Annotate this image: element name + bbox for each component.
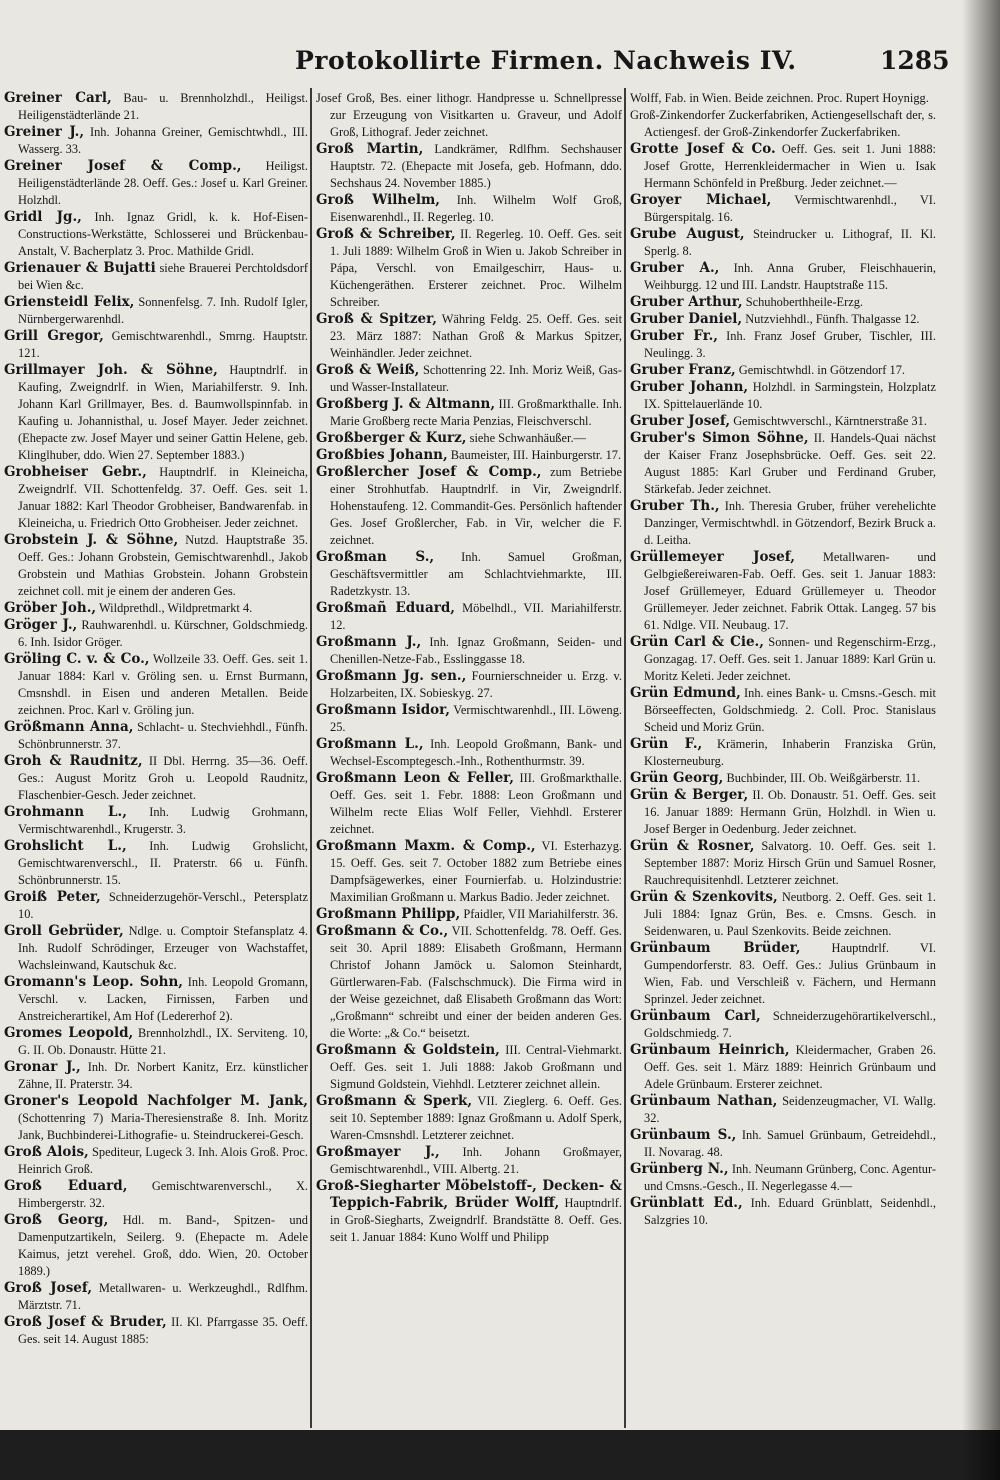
entry-text: Schuhoberthheile-Erzg. (745, 295, 864, 309)
directory-entry (316, 90, 622, 141)
firm-name: Groß Eduard, (4, 1178, 128, 1194)
firm-name: Großbies Johann, (316, 447, 448, 463)
directory-entry (630, 685, 936, 736)
firm-name: Grün & Szenkovits, (630, 889, 778, 905)
entry-text: Inh. Wilhelm Wolf Groß, Eisenwarenhdl., II. Regerleg. 10. (330, 193, 622, 224)
directory-entry (630, 1042, 936, 1093)
directory-entry (630, 838, 936, 889)
entry-text: Möbelhdl., VII. Mariahilferstr. 12. (330, 601, 622, 632)
firm-name: Großmann Jg. sen., (316, 668, 467, 684)
firm-name: Groß & Weiß, (316, 362, 420, 378)
entry-text: Vermischtwarenhdl., III. Löweng. 25. (330, 703, 622, 734)
entry-text: Inh. Samuel Grünbaum, Getreidehdl., II. Novarag. 48. (644, 1128, 936, 1159)
firm-name: Grünberg N., (630, 1161, 729, 1177)
firm-name: Gruber A., (630, 260, 720, 276)
firm-name: Großlercher Josef & Comp., (316, 464, 542, 480)
entry-text: Nutzd. Hauptstraße 35. Oeff. Ges.: Johann Grobstein, Gemischtwarenhdl., Jakob Grobstein und Mathias Grobstein. Johann Grobstein zeichnet coll. mit je einem der anderen Ges. (18, 533, 308, 598)
entry-text: Inh. Theresia Gruber, früher verehelichte Danzinger, Vermischtwhdl. in Götzendorf, Bezirk Bruck a. d. Leitha. (644, 499, 936, 547)
firm-name: Gromann's Leop. Sohn, (4, 974, 184, 990)
entry-text: II. Ob. Donaustr. 51. Oeff. Ges. seit 16. Januar 1889: Hermann Grün, Holzhdl. in Wien u. Josef Berger in Oedenburg. Jeder zeichnet. (644, 788, 936, 836)
entry-text: II. Handels-Quai nächst der Kaiser Franz Josephsbrücke. Oeff. Ges. seit 22. August 1885: Karl Gruber und Ferdinand Gruber, Stärkefab. Jeder zeichnet. (644, 431, 936, 496)
directory-entry (4, 889, 308, 923)
page-number: 1285 (880, 46, 950, 75)
firm-name: Groß & Schreiber, (316, 226, 456, 242)
entry-text: Inh. Samuel Großman, Geschäftsvermittler am Schlachtviehmarkte, III. Radetzkystr. 13. (330, 550, 622, 598)
directory-entry (630, 328, 936, 362)
directory-entry (4, 1212, 308, 1280)
directory-entry (4, 1093, 308, 1144)
entry-text: Landkrämer, Rdlfhm. Sechshauser Hauptstr. 72. (Ehepacte mit Josefa, geb. Hofmann, ddo. Sechshaus 24. November 1885.) (330, 142, 622, 190)
directory-entry (630, 940, 936, 1008)
firm-name: Greiner Carl, (4, 90, 112, 106)
entry-text: Inh. Dr. Norbert Kanitz, Erz. künstlicher Zähne, II. Praterstr. 34. (18, 1060, 308, 1091)
directory-entry (4, 651, 308, 719)
directory-entry (4, 1280, 308, 1314)
firm-name: Großmann & Sperk, (316, 1093, 473, 1109)
firm-name: Grün Carl & Cie., (630, 634, 764, 650)
entry-text: Schlacht- u. Stechviehhdl., Fünfh. Schönbrunnerstr. 37. (18, 720, 308, 751)
directory-entry (316, 549, 622, 600)
firm-name: Greiner J., (4, 124, 85, 140)
directory-entry (316, 464, 622, 549)
firm-name: Grün & Berger, (630, 787, 749, 803)
directory-entry (316, 192, 622, 226)
directory-entry (630, 498, 936, 549)
directory-entry (316, 396, 622, 430)
firm-name: Großmann Isidor, (316, 702, 450, 718)
firm-name: Großman S., (316, 549, 435, 565)
entry-text: Hauptndrlf. in Groß-Siegharts, Zweigndrlf. Brandstätte 8. Oeff. Ges. seit 1. Januar 1884: Kuno Wolff und Philipp (330, 1196, 622, 1244)
directory-entry (4, 1059, 308, 1093)
running-title: Protokollirte Firmen. Nachweis IV. (295, 46, 797, 75)
firm-name: Grünbaum Nathan, (630, 1093, 778, 1109)
entry-text: III. Großmarkthalle. Oeff. Ges. seit 1. Febr. 1888: Leon Großmann und Wilhelm recte Elias Wolf Feller, Viehhdl. Ersterer zeichnet. (330, 771, 622, 836)
firm-name: Gröling C. v. & Co., (4, 651, 150, 667)
entry-text: Schneiderzugehörartikelverschl., Goldschmiedg. 7. (644, 1009, 936, 1040)
entry-text: Schneiderzugehör-Verschl., Petersplatz 10. (18, 890, 308, 921)
firm-name: Grünbaum S., (630, 1127, 737, 1143)
directory-entry (4, 158, 308, 209)
entry-text: Inh. Ludwig Grohmann, Vermischtwarenhdl., Krugerstr. 3. (18, 805, 308, 836)
firm-name: Groß Martin, (316, 141, 424, 157)
directory-entry (630, 889, 936, 940)
directory-entry (316, 634, 622, 668)
entry-text: Metallwaren- u. Werkzeughdl., Rdlfhm. Märztstr. 71. (18, 1281, 308, 1312)
directory-entry (316, 1144, 622, 1178)
entry-text: Pfaidler, VII Mariahilferstr. 36. (463, 907, 619, 921)
entry-text: Inh. Johann Großmayer, Gemischtwarenhdl., VIII. Albertg. 21. (330, 1145, 622, 1176)
directory-entry (4, 294, 308, 328)
directory-entry (4, 328, 308, 362)
entry-text: Wolff, Fab. in Wien. Beide zeichnen. Proc. Rupert Hoynigg. (630, 91, 929, 105)
firm-name: Großmann Maxm. & Comp., (316, 838, 536, 854)
directory-entry (630, 362, 936, 379)
entry-text: Inh. Neumann Grünberg, Conc. Agentur- und Cmsns.-Gesch., II. Negerlegasse 4.— (644, 1162, 936, 1193)
column-2 (316, 90, 622, 1430)
directory-entry (4, 1178, 308, 1212)
entry-text: Josef Groß, Bes. einer lithogr. Handpresse u. Schnellpresse zur Erzeugung von Visitkarten u. Graveur, und Adolf Groß, Lithograf. Jeder zeichnet. (316, 91, 622, 139)
firm-name: Großberger & Kurz, (316, 430, 467, 446)
firm-name: Gruber's Simon Söhne, (630, 430, 809, 446)
firm-name: Grohmann L., (4, 804, 127, 820)
firm-name: Grün Edmund, (630, 685, 741, 701)
entry-text: Krämerin, Inhaberin Franziska Grün, Klosterneuburg. (644, 737, 936, 768)
directory-entry (630, 141, 936, 192)
firm-name: Grobstein J. & Söhne, (4, 532, 179, 548)
directory-entry (316, 226, 622, 311)
firm-name: Großmann L., (316, 736, 424, 752)
directory-entry (630, 1161, 936, 1195)
directory-entry (4, 90, 308, 124)
firm-name: Grienauer & Bujatti (4, 260, 156, 276)
firm-name: Gridl Jg., (4, 209, 82, 225)
directory-entry (316, 362, 622, 396)
entry-text: siehe Brauerei Perchtoldsdorf bei Wien &c. (18, 261, 308, 292)
entry-text: Inh. Franz Josef Gruber, Tischler, III. Neulingg. 3. (644, 329, 936, 360)
entry-text: Kleidermacher, Graben 26. Oeff. Ges. seit 1. März 1889: Heinrich Grünbaum und Adele Grünbaum. Ersterer zeichnet. (644, 1043, 936, 1091)
directory-entry (630, 634, 936, 685)
directory-entry (630, 549, 936, 634)
firm-name: Groll Gebrüder, (4, 923, 124, 939)
firm-name: Groß Wilhelm, (316, 192, 440, 208)
firm-name: Groyer Michael, (630, 192, 772, 208)
entry-text: III. Central-Viehmarkt. Oeff. Ges. seit 1. Juli 1888: Jakob Großmann und Sigmund Goldstein, Viehhdl. Letzterer zeichnet allein. (330, 1043, 622, 1091)
directory-entry (630, 413, 936, 430)
entry-text: Inh. Ignaz Großmann, Seiden- und Chenillen-Netze-Fab., Esslinggasse 18. (330, 635, 622, 666)
directory-entry (630, 260, 936, 294)
firm-name: Gruber Johann, (630, 379, 749, 395)
directory-entry (630, 107, 936, 141)
firm-name: Groß-Siegharter Möbelstoff-, Decken- & Teppich-Fabrik, Brüder Wolff, (316, 1178, 622, 1211)
entry-text: Holzhdl. in Sarmingstein, Holzplatz IX. Spittelauerlände 10. (644, 380, 936, 411)
directory-entry (316, 430, 622, 447)
firm-name: Gruber Th., (630, 498, 720, 514)
scan-shadow-right (962, 0, 1000, 1480)
entry-text: Währing Feldg. 25. Oeff. Ges. seit 23. März 1887: Nathan Groß & Markus Spitzer, Weinhändler. Jeder zeichnet. (330, 312, 622, 360)
entry-text: Neutborg. 2. Oeff. Ges. seit 1. Juli 1884: Ignaz Grün, Bes. e. Cmsns. Gesch. in Seidenwaren, u. Paul Szenkovits. Beide zeichnen. (644, 890, 936, 938)
firm-name: Gruber Daniel, (630, 311, 743, 327)
directory-entry (4, 124, 308, 158)
entry-text: Inh. Anna Gruber, Fleischhauerin, Weihburgg. 12 und III. Landstr. Hauptstraße 115. (644, 261, 936, 292)
entry-text: Inh. Ludwig Grohslicht, Gemischtwarenverschl., II. Praterstr. 66 u. Fünfh. Schönbrunnerstr. 15. (18, 839, 308, 887)
directory-entry (630, 736, 936, 770)
entry-text: Metallwaren- und Gelbgießereiwaren-Fab. Oeff. Ges. seit 1. Januar 1883: Josef Grüllemeyer, Eduard Grüllemeyer u. Theodor Grüllemeyer. Jeder zeichnet. Fabrik Ottak. Langeg. 57 bis 61. Ndlge. VII. Neubaug. 17. (644, 550, 936, 632)
entry-text: Heiligst. Heiligenstädterlände 28. Oeff. Ges.: Josef u. Karl Greiner. Holzhdl. (18, 159, 308, 207)
column-rule (310, 88, 312, 1428)
entry-text: Gemischtwverschl., Kärntnerstraße 31. (733, 414, 927, 428)
entry-text: Baumeister, III. Hainburgerstr. 17. (450, 448, 622, 462)
directory-entry (316, 668, 622, 702)
entry-text: II Dbl. Herrng. 35—36. Oeff. Ges.: August Moritz Groh u. Leopold Raudnitz, Flaschenbier-Gesch. Jeder zeichnet. (18, 754, 308, 802)
directory-entry (4, 753, 308, 804)
directory-entry (630, 294, 936, 311)
firm-name: Größmann Anna, (4, 719, 134, 735)
directory-entry (316, 600, 622, 634)
firm-name: Grohslicht L., (4, 838, 127, 854)
entry-text: Brennholzhdl., IX. Serviteng. 10, G. II. Ob. Donaustr. Hütte 21. (18, 1026, 308, 1057)
firm-name: Gröber Joh., (4, 600, 97, 616)
entry-text: VII. Schottenfeldg. 78. Oeff. Ges. seit 30. April 1889: Elisabeth Großmann, Hermann Christof Johann Jamöck u. Salomon Steinhardt, Gürtlerwaren-Fab. (Falschschmuck). Die Firma wird in der Weise gezeichnet, daß Elisabeth Großmann das Wort: „Großmann“ schreibt und einer der beiden anderen Ges. die Worte: „& Co.“ beisetzt. (330, 924, 622, 1040)
entry-text: Gemischtwhdl. in Götzendorf 17. (738, 363, 906, 377)
directory-entry (4, 1025, 308, 1059)
directory-entry (630, 90, 936, 107)
entry-text: Vermischtwarenhdl., VI. Bürgerspitalg. 16. (644, 193, 936, 224)
directory-entry (316, 447, 622, 464)
firm-name: Großmann Leon & Feller, (316, 770, 514, 786)
directory-entry (4, 804, 308, 838)
entry-text: Inh. Johanna Greiner, Gemischtwhdl., III. Wasserg. 33. (18, 125, 308, 156)
entry-text: Hdl. m. Band-, Spitzen- und Damenputzartikeln, Seilerg. 9. (Ehepacte m. Adele Kaimus, jetzt verehel. Groß, ddo. Wien, 20. October 1889.) (18, 1213, 308, 1278)
firm-name: Grillmayer Joh. & Söhne, (4, 362, 218, 378)
directory-entry (316, 770, 622, 838)
directory-entry (630, 192, 936, 226)
entry-text: Oeff. Ges. seit 1. Juni 1888: Josef Grotte, Herrenkleidermacher in Wien u. Isak Hermann Schönfeld in Preßburg. Jeder zeichnet.— (644, 142, 936, 190)
directory-entry (316, 1042, 622, 1093)
directory-entry (630, 1093, 936, 1127)
directory-entry (4, 923, 308, 974)
firm-name: Groß Georg, (4, 1212, 109, 1228)
firm-name: Groner's Leopold Nachfolger M. Jank, (4, 1093, 308, 1109)
directory-entry (4, 974, 308, 1025)
entry-text: siehe Schwanhäußer.— (469, 431, 586, 445)
entry-text: Inh. Leopold Großmann, Bank- und Wechsel-Escomptegesch.-Inh., Rothenthurmstr. 39. (330, 737, 622, 768)
firm-name: Griensteidl Felix, (4, 294, 135, 310)
firm-name: Grünbaum Brüder, (630, 940, 801, 956)
firm-name: Gronar J., (4, 1059, 81, 1075)
firm-name: Groß Josef, (4, 1280, 93, 1296)
directory-entry (630, 226, 936, 260)
column-3 (630, 90, 936, 1430)
entry-text: III. Großmarkthalle. Inh. Marie Großberg recte Maria Penzias, Fleischverschl. (330, 397, 622, 428)
entry-text: Bau- u. Brennholzhdl., Heiligst. Heiligenstädterlände 21. (18, 91, 308, 122)
entry-text: Inh. Leopold Gromann, Verschl. v. Lacken, Firnissen, Farben und Anstreicherartikel, Am Hof (Ledererhof 2). (18, 975, 308, 1023)
firm-name: Groß & Spitzer, (316, 311, 437, 327)
directory-entry (4, 260, 308, 294)
entry-text: Fournierschneider u. Erzg. v. Holzarbeiten, IX. Sobieskyg. 27. (330, 669, 622, 700)
entry-text: II. Kl. Pfarrgasse 35. Oeff. Ges. seit 14. August 1885: (18, 1315, 308, 1346)
entry-text: Wildprethdl., Wildpretmarkt 4. (98, 601, 253, 615)
entry-text: zum Betriebe einer Strohhutfab. Hauptndrlf. in Vir, Zweigndrlf. Hohenstaufeng. 12. Commandit-Ges. Persönlich haftender Ges. Josef Großlercher, Fab. in Vir, welcher die F. zeichnet. (330, 465, 622, 547)
directory-entry (630, 430, 936, 498)
entry-text: Seidenzeugmacher, VI. Wallg. 32. (644, 1094, 936, 1125)
entry-text: (Schottenring 7) Maria-Theresienstraße 8. Inh. Moritz Jank, Buchbinderei-Lithografie- u. Steindruckerei-Gesch. (18, 1111, 308, 1142)
entry-text: Inh. Eduard Grünblatt, Seidenhdl., Salzgries 10. (644, 1196, 936, 1227)
firm-name: Greiner Josef & Comp., (4, 158, 242, 174)
firm-name: Gromes Leopold, (4, 1025, 134, 1041)
directory-entry (4, 838, 308, 889)
directory-entry (316, 311, 622, 362)
firm-name: Groiß Peter, (4, 889, 101, 905)
directory-entry (4, 209, 308, 260)
firm-name: Groh & Raudnitz, (4, 753, 143, 769)
directory-entry (630, 1195, 936, 1229)
firm-name: Grün F., (630, 736, 703, 752)
firm-name: Gruber Josef, (630, 413, 731, 429)
scan-shadow-bottom (0, 1430, 1000, 1480)
directory-entry (4, 532, 308, 600)
entry-text: Wollzeile 33. Oeff. Ges. seit 1. Januar 1884: Karl v. Gröling sen. u. Ernst Burmann, Cmsnshdl. in Eisen und anderen Metallen. Beide zeichnen. Proc. Karl v. Gröling jun. (18, 652, 308, 717)
firm-name: Großmann J., (316, 634, 422, 650)
entry-text: Nutzviehhdl., Fünfh. Thalgasse 12. (745, 312, 920, 326)
directory-entry (316, 838, 622, 906)
firm-name: Gruber Arthur, (630, 294, 743, 310)
firm-name: Grobheiser Gebr., (4, 464, 147, 480)
entry-text: Hauptndrlf. in Kaufing, Zweigndrlf. in Wien, Mariahilferstr. 9. Inh. Johann Karl Grillmayer, Bes. d. Baumwollspinnfab. in Kaufing u. Johannisthal, u. Josef Mayer. Jeder zeichnet. (Ehepacte zw. Josef Mayer und seiner Gattin Helene, geb. Klinglhuber, ddo. Wien 27. September 1883.) (18, 363, 308, 462)
directory-entry (4, 1144, 308, 1178)
directory-entry (316, 1178, 622, 1246)
directory-entry (630, 1008, 936, 1042)
firm-name: Großmann Philipp, (316, 906, 461, 922)
firm-name: Groß Josef & Bruder, (4, 1314, 167, 1330)
entry-text: VII. Zieglerg. 6. Oeff. Ges. seit 10. September 1889: Ignaz Großmann u. Adolf Sperk, Waren-Cmsnshdl. Letzterer zeichnet. (330, 1094, 622, 1142)
directory-entry (4, 600, 308, 617)
directory-entry (630, 787, 936, 838)
entry-text: Rauhwarenhdl. u. Kürschner, Goldschmiedg. 6. Inh. Isidor Gröger. (18, 618, 308, 649)
entry-text: Inh. Ignaz Gridl, k. k. Hof-Eisen-Constructions-Werkstätte, Schlosserei und Brückenbau-Anstalt, V. Bacherplatz 3. Proc. Mathilde Gridl. (18, 210, 308, 258)
entry-text: Buchbinder, III. Ob. Weißgärberstr. 11. (726, 771, 921, 785)
firm-name: Grube August, (630, 226, 745, 242)
directory-entry (4, 617, 308, 651)
directory-entry (630, 770, 936, 787)
entry-text: Sonnen- und Regenschirm-Erzg., Gonzagag. 17. Oeff. Ges. seit 1. Januar 1889: Karl Grün u. Moritz Keleti. Jeder zeichnet. (644, 635, 936, 683)
firm-name: Gröger J., (4, 617, 78, 633)
directory-entry (316, 1093, 622, 1144)
page-header (0, 46, 1000, 90)
entry-text: Spediteur, Lugeck 3. Inh. Alois Groß. Proc. Heinrich Groß. (18, 1145, 308, 1176)
entry-text: Steindrucker u. Lithograf, II. Kl. Sperlg. 8. (644, 227, 936, 258)
directory-entry (316, 923, 622, 1042)
directory-entry (316, 906, 622, 923)
entry-text: Ndlge. u. Comptoir Stefansplatz 4. Inh. Rudolf Schrödinger, Erzeuger von Wachstaffet, Wachsleinwand, Kautschuk &c. (18, 924, 308, 972)
entry-text: II. Regerleg. 10. Oeff. Ges. seit 1. Juli 1889: Wilhelm Groß in Wien u. Jakob Schreiber in Pápa, Verschl. von Emailgeschirr, Haus- u. Küchengeräthen. Ersterer zeichnet. Proc. Wilhelm Schreiber. (330, 227, 622, 309)
directory-entry (316, 702, 622, 736)
directory-entry (630, 379, 936, 413)
firm-name: Grünbaum Carl, (630, 1008, 761, 1024)
entry-text: Gemischtwarenverschl., X. Himbergerstr. 32. (18, 1179, 308, 1210)
firm-name: Gruber Fr., (630, 328, 718, 344)
firm-name: Großmañ Eduard, (316, 600, 455, 616)
entry-text: Hauptndrlf. in Kleineicha, Zweigndrlf. VII. Schottenfeldg. 37. Oeff. Ges. seit 1. Januar 1882: Karl Theodor Grobheiser, Bandwarenfab. in Kleineicha, u. Friedrich Otto Grobheiser. Jeder zeichnet. (18, 465, 308, 530)
directory-entry (4, 1314, 308, 1348)
entry-text: Salvatorg. 10. Oeff. Ges. seit 1. September 1887: Moriz Hirsch Grün und Samuel Rosner, Rauchrequisitenhdl. Letzterer zeichnet. (644, 839, 936, 887)
entry-text: Inh. eines Bank- u. Cmsns.-Gesch. mit Börseeffecten, Goldschmiedg. 2. Coll. Proc. Stanislaus Scheid und Moriz Grün. (644, 686, 936, 734)
firm-name: Grill Gregor, (4, 328, 104, 344)
column-rule (624, 88, 626, 1428)
firm-name: Grünbaum Heinrich, (630, 1042, 790, 1058)
firm-name: Grün & Rosner, (630, 838, 755, 854)
firm-name: Großmann & Goldstein, (316, 1042, 500, 1058)
firm-name: Großberg J. & Altmann, (316, 396, 496, 412)
entry-text: Hauptndrlf. VI. Gumpendorferstr. 83. Oeff. Ges.: Julius Grünbaum in Wien, Fab. und Verschleiß v. Fächern, und Hermann Sprinzel. Jeder zeichnet. (644, 941, 936, 1006)
firm-name: Großmann & Co., (316, 923, 449, 939)
directory-entry (4, 464, 308, 532)
entry-text: Schottenring 22. Inh. Moriz Weiß, Gas- und Wasser-Installateur. (330, 363, 622, 394)
firm-name: Grüllemeyer Josef, (630, 549, 795, 565)
firm-name: Gruber Franz, (630, 362, 736, 378)
column-1 (4, 90, 308, 1430)
firm-name: Großmayer J., (316, 1144, 440, 1160)
directory-entry (630, 1127, 936, 1161)
entry-text: Sonnenfelsg. 7. Inh. Rudolf Igler, Nürnbergerwarenhdl. (18, 295, 308, 326)
firm-name: Groß Alois, (4, 1144, 89, 1160)
firm-name: Grün Georg, (630, 770, 724, 786)
entry-text: Groß-Zinkendorfer Zuckerfabriken, Actiengesellschaft der, s. Actiengesf. der Groß-Zinkendorfer Zuckerfabriken. (630, 108, 936, 139)
directory-entry (316, 736, 622, 770)
directory-entry (4, 362, 308, 464)
firm-name: Grotte Josef & Co. (630, 141, 776, 157)
directory-entry (4, 719, 308, 753)
directory-entry (316, 141, 622, 192)
directory-entry (630, 311, 936, 328)
firm-name: Grünblatt Ed., (630, 1195, 743, 1211)
entry-text: VI. Esterhazyg. 15. Oeff. Ges. seit 7. October 1882 zum Betriebe eines Dampfsägewerkes, einer Fournierfab. u. Holzindustrie: Maximilian Großmann u. Markus Badio. Jeder zeichnet. (330, 839, 622, 904)
entry-text: Gemischtwarenhdl., Smrng. Hauptstr. 121. (18, 329, 308, 360)
